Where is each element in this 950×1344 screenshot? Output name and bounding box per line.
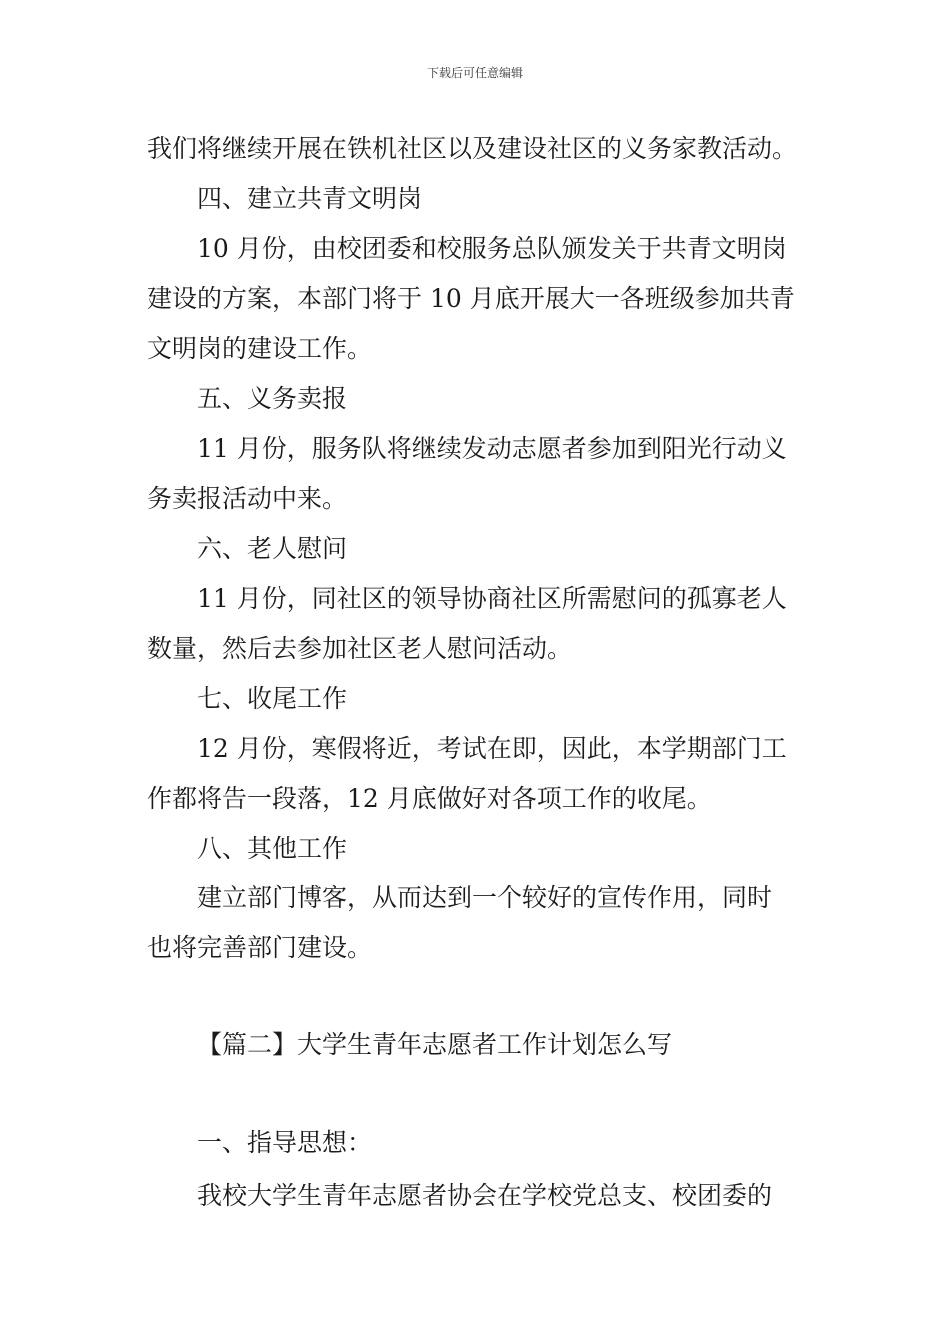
section-heading: 七、收尾工作: [197, 684, 348, 713]
paragraph-line: 12 月份，寒假将近，考试在即，因此，本学期部门工: [197, 734, 787, 763]
section-heading: 四、建立共青文明岗: [197, 184, 423, 213]
paragraph-line: 作都将告一段落，12 月底做好对各项工作的收尾。: [147, 784, 712, 813]
chapter-title: 【篇二】大学生青年志愿者工作计划怎么写: [197, 1030, 673, 1059]
paragraph-line: 我们将继续开展在铁机社区以及建设社区的义务家教活动。: [147, 134, 798, 163]
paragraph-line: 数量，然后去参加社区老人慰问活动。: [147, 634, 573, 663]
section-heading: 八、其他工作: [197, 834, 348, 863]
paragraph-line: 建立部门博客，从而达到一个较好的宣传作用，同时: [197, 883, 773, 912]
paragraph-line: 务卖报活动中来。: [147, 484, 348, 513]
paragraph-line: 11 月份，服务队将继续发动志愿者参加到阳光行动义: [197, 434, 787, 463]
section-heading: 一、指导思想：: [197, 1128, 373, 1157]
page-header: 下载后可任意编辑: [426, 66, 523, 80]
paragraph-line: 文明岗的建设工作。: [147, 334, 373, 363]
paragraph-line: 10 月份，由校团委和校服务总队颁发关于共青文明岗: [197, 234, 787, 263]
paragraph-line: 也将完善部门建设。: [147, 933, 373, 962]
paragraph-line: 我校大学生青年志愿者协会在学校党总支、校团委的: [197, 1181, 773, 1210]
section-heading: 六、老人慰问: [197, 534, 348, 563]
paragraph-line: 11 月份，同社区的领导协商社区所需慰问的孤寡老人: [197, 584, 787, 613]
paragraph-line: 建设的方案，本部门将于 10 月底开展大一各班级参加共青: [147, 284, 795, 313]
section-heading: 五、义务卖报: [197, 384, 348, 413]
